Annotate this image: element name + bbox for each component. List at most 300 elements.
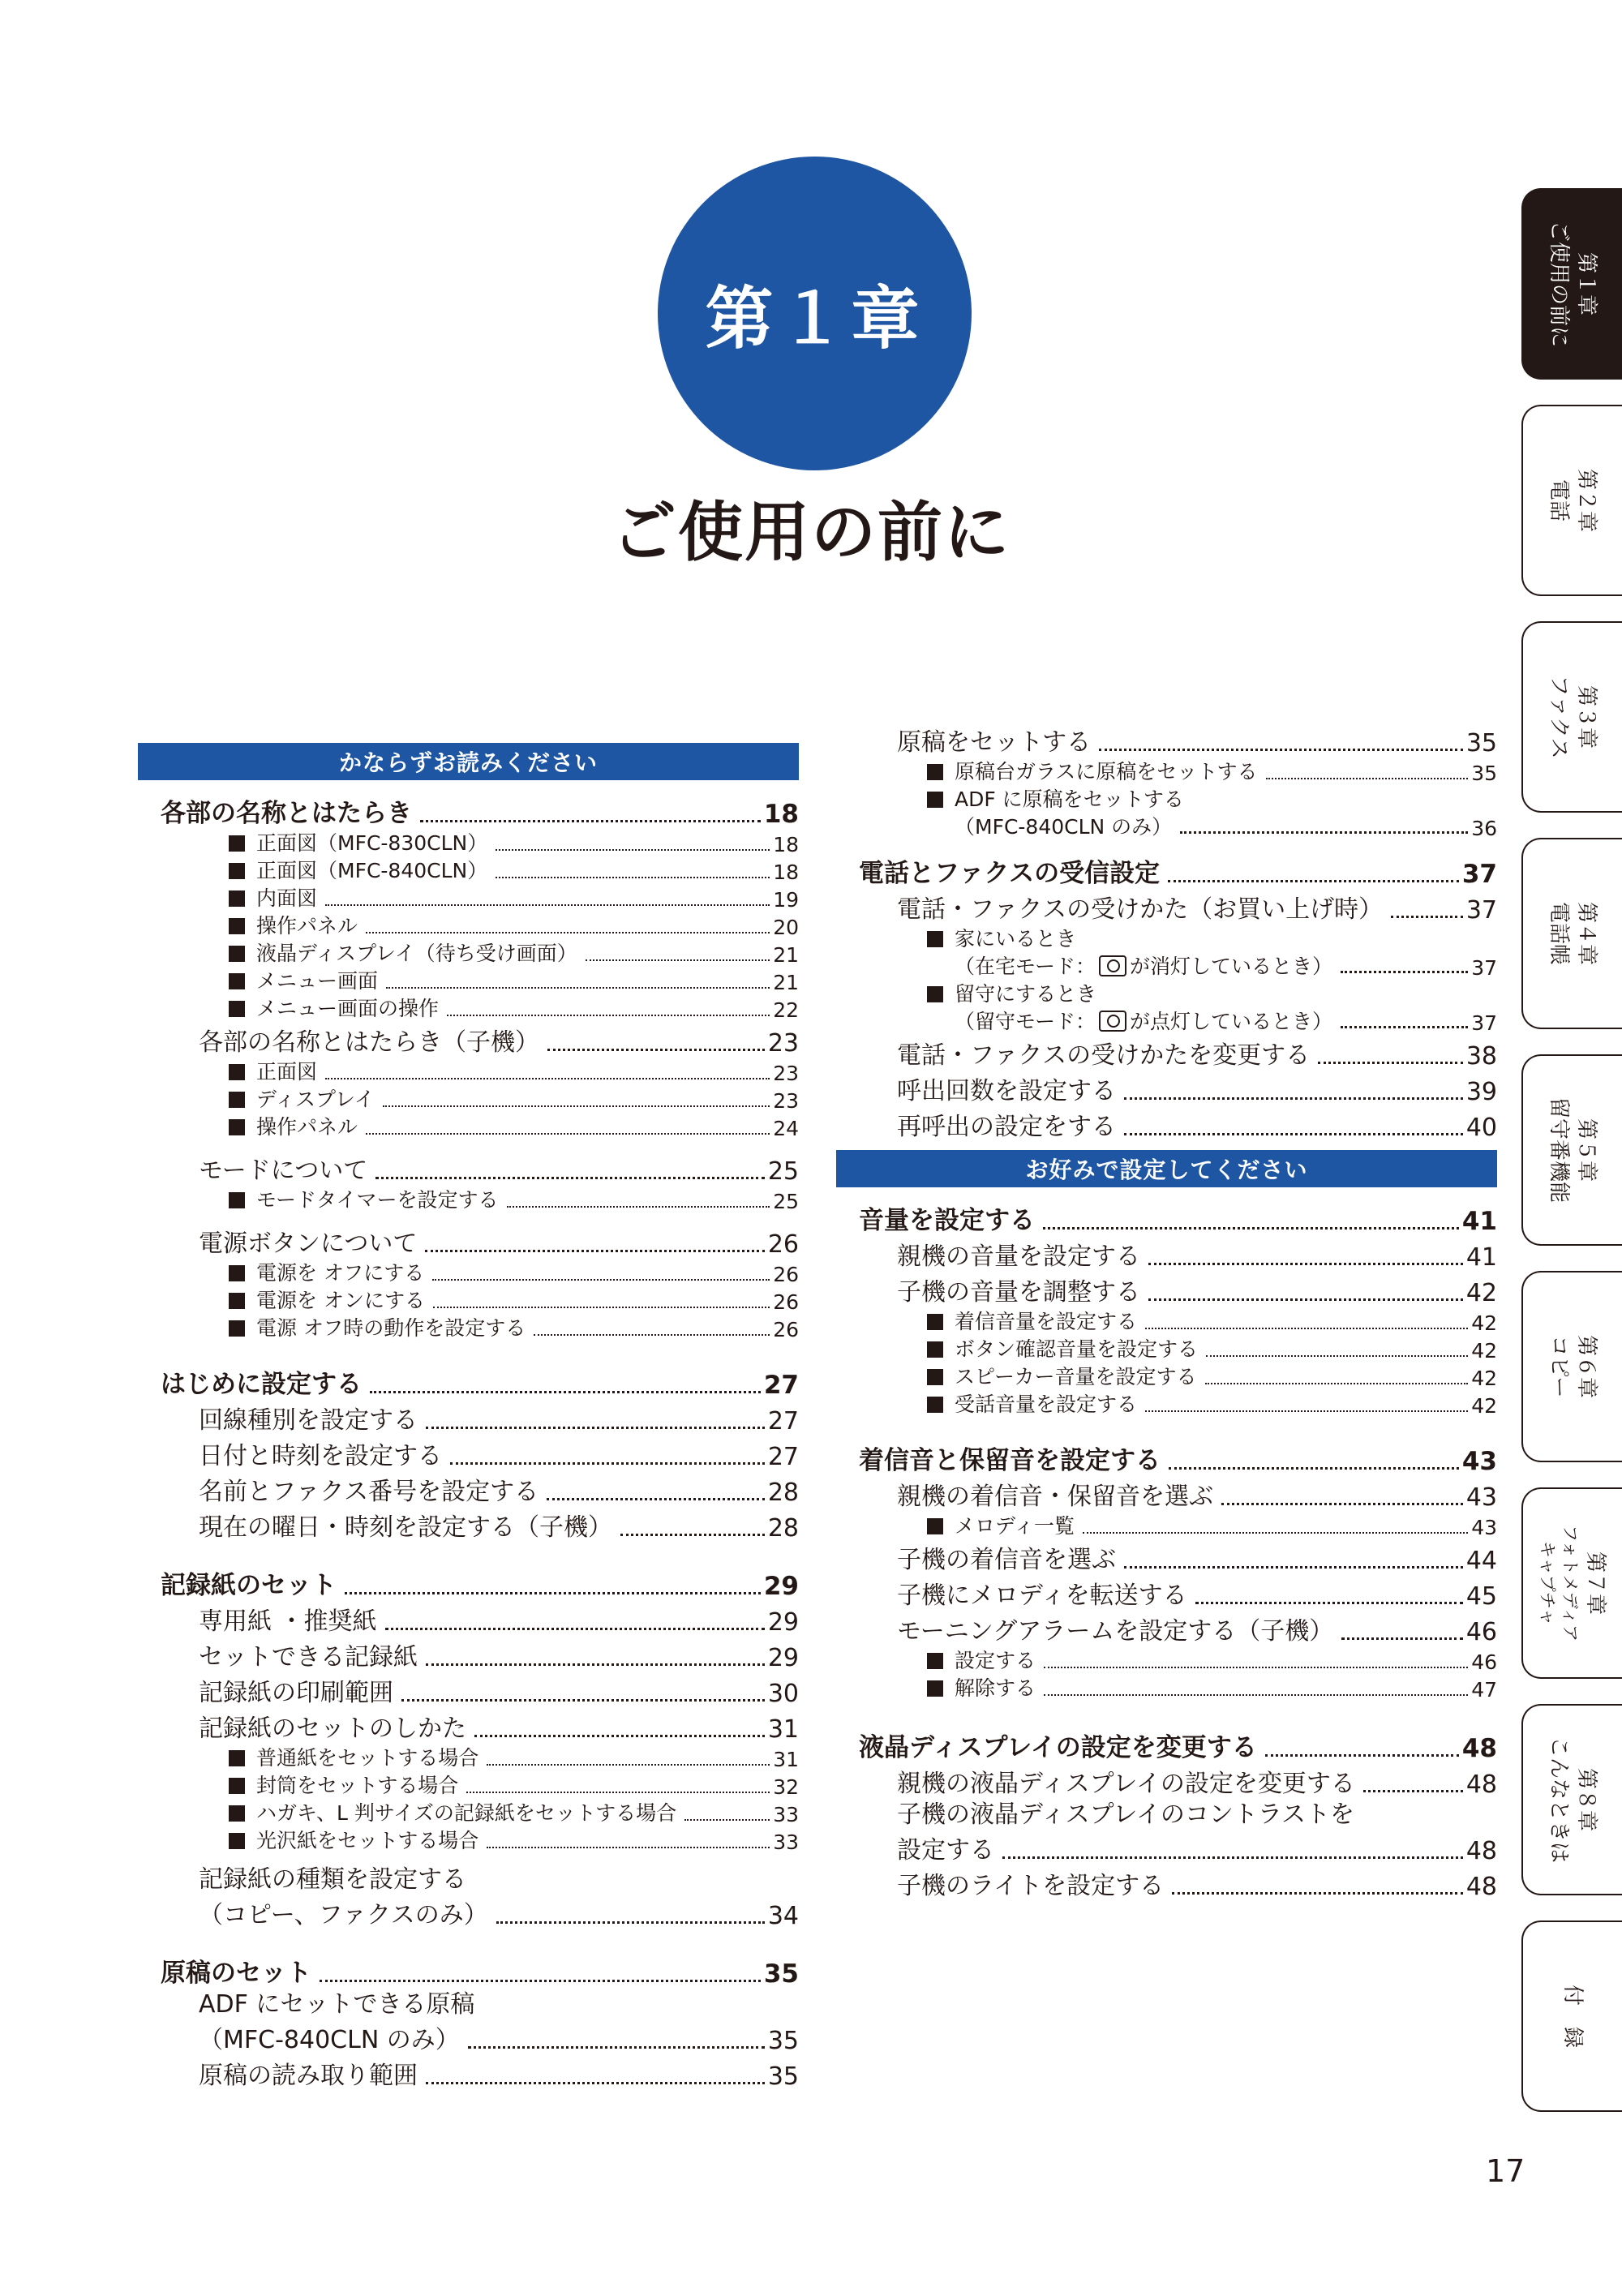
- leader-dots: [1148, 1263, 1463, 1265]
- toc-page-number: 37: [1461, 860, 1497, 889]
- leader-dots: [320, 1980, 761, 1982]
- chapter-tab-title: 留守番機能: [1547, 1097, 1571, 1204]
- toc-entry-label: [927, 783, 1184, 813]
- square-bullet-icon: [229, 1293, 245, 1309]
- toc-section-heading: [859, 1724, 1497, 1763]
- toc-page-number: 35: [1471, 762, 1497, 785]
- leader-dots: [370, 1391, 761, 1393]
- toc-entry-text: 封筒をセットする場合: [256, 1774, 459, 1797]
- toc-entry-label: [897, 722, 1091, 757]
- toc-entry-text: ADF にセットできる原稿: [199, 1990, 475, 2019]
- toc-right-list-bottom: [836, 1187, 1497, 1901]
- chapter-tab-number: 第５章: [1574, 1118, 1598, 1182]
- section-bar-must-read: かならずお読みください: [138, 743, 799, 780]
- toc-page-number: 27: [767, 1443, 799, 1471]
- toc-page-number: 44: [1465, 1547, 1497, 1575]
- square-bullet-icon: [229, 918, 245, 934]
- toc-entry-text: （留守モード：: [955, 1010, 1096, 1033]
- toc-entry-label: [199, 1471, 539, 1507]
- toc-entry-text: セットできる記録紙: [199, 1643, 418, 1672]
- toc-entry-text: 光沢紙をセットする場合: [256, 1829, 479, 1852]
- toc-subentry: [229, 1286, 799, 1314]
- toc-page-number: 29: [763, 1572, 799, 1601]
- toc-page-number: 31: [773, 1748, 799, 1771]
- toc-subentry: [229, 1085, 799, 1113]
- toc-entry-text: 現在の曜日・時刻を設定する（子機）: [199, 1513, 612, 1542]
- toc-entry: [897, 1071, 1497, 1106]
- leader-dots: [684, 1819, 770, 1821]
- chapter-tab-number: 第７章: [1583, 1551, 1607, 1615]
- toc-entry-text: 電源を オフにする: [256, 1261, 425, 1285]
- toc-page-number: 27: [763, 1371, 799, 1400]
- toc-entry-text: 液晶ディスプレイの設定を変更する: [859, 1733, 1257, 1762]
- toc-page-number: 42: [1465, 1279, 1497, 1307]
- toc-entry-text: モーニングアラームを設定する（子機）: [897, 1617, 1334, 1646]
- toc-entry-label: [229, 1184, 499, 1213]
- toc-entry: [897, 1539, 1497, 1575]
- toc-entry-label: [229, 1056, 317, 1085]
- leader-dots: [425, 1250, 764, 1252]
- leader-dots: [1043, 1227, 1459, 1230]
- toc-entry-text: メロディ一覧: [955, 1514, 1075, 1538]
- toc-subentry: [229, 967, 799, 994]
- toc-entry-text: 設定する: [955, 1649, 1036, 1672]
- leader-dots: [1083, 1532, 1468, 1534]
- toc-subentry-heading: [927, 785, 1497, 813]
- toc-entry-text: 内面図: [256, 886, 318, 910]
- toc-page-number: 29: [767, 1608, 799, 1637]
- toc-page-number: 26: [773, 1263, 799, 1286]
- square-bullet-icon: [229, 946, 245, 962]
- toc-page-number: 43: [1465, 1483, 1497, 1512]
- toc-entry-text: 親機の音量を設定する: [897, 1242, 1140, 1271]
- toc-subentry: [927, 1335, 1497, 1363]
- toc-section-heading: [859, 1437, 1497, 1476]
- toc-entry-text: 電話・ファクスの受けかた（お買い上げ時）: [897, 895, 1384, 924]
- toc-page-number: 18: [773, 860, 799, 884]
- spacer: [836, 1187, 1497, 1197]
- leader-dots: [468, 2046, 765, 2049]
- toc-entry-text: 着信音量を設定する: [955, 1310, 1138, 1333]
- leader-dots: [420, 820, 761, 822]
- toc-page-number: 22: [773, 998, 799, 1022]
- leader-dots: [432, 1279, 770, 1281]
- toc-entry-text: 普通紙をセットする場合: [256, 1746, 479, 1770]
- toc-entry-text: 親機の液晶ディスプレイの設定を変更する: [897, 1770, 1355, 1798]
- toc-subentry: [229, 1058, 799, 1085]
- toc-entry-text: 名前とファクス番号を設定する: [199, 1478, 539, 1506]
- leader-dots: [366, 932, 770, 933]
- toc-page-number: 45: [1465, 1582, 1497, 1611]
- toc-entry: [897, 1272, 1497, 1307]
- chapter-tab-7[interactable]: [1521, 1487, 1622, 1679]
- square-bullet-icon: [229, 891, 245, 907]
- square-bullet-icon: [927, 1653, 943, 1669]
- toc-entry-text: 原稿をセットする: [897, 728, 1092, 757]
- chapter-number: 第１章: [705, 279, 925, 358]
- toc-right-list-top: [836, 722, 1497, 1142]
- toc-subentry: [229, 829, 799, 856]
- toc-subentry: [927, 1390, 1497, 1418]
- leader-dots: [401, 1699, 765, 1702]
- toc-entry-text: 設定する: [897, 1836, 994, 1865]
- spacer: [138, 1213, 799, 1223]
- toc-entry-text: 液晶ディスプレイ（待ち受け画面）: [256, 942, 577, 965]
- chapter-tab-number: 第２章: [1574, 468, 1598, 533]
- toc-entry-text: 操作パネル: [256, 1115, 358, 1139]
- toc-page-number: 27: [767, 1407, 799, 1436]
- toc-subentry: [229, 884, 799, 912]
- leader-dots: [1266, 778, 1469, 779]
- toc-subentry: [229, 856, 799, 884]
- toc-entry-text: 記録紙のセット: [161, 1571, 337, 1600]
- toc-entry-label: [199, 1637, 418, 1672]
- toc-entry: [199, 1223, 799, 1259]
- leader-dots: [450, 1462, 765, 1465]
- leader-dots: [547, 1049, 765, 1051]
- toc-entry-text: 正面図（MFC-840CLN）: [256, 859, 488, 882]
- square-bullet-icon: [927, 1314, 943, 1330]
- chapter-badge: [658, 157, 972, 470]
- toc-entry-label: [859, 1727, 1257, 1763]
- leader-dots: [1148, 1298, 1463, 1301]
- toc-entry-text: （MFC-840CLN のみ）: [199, 2026, 460, 2054]
- toc-entry-text: 正面図（MFC-830CLN）: [256, 831, 488, 855]
- square-bullet-icon: [229, 1778, 245, 1794]
- toc-entry: [897, 1830, 1497, 1865]
- toc-subentry: [229, 1113, 799, 1140]
- leader-dots: [547, 1498, 765, 1500]
- chapter-tab-label: [1545, 902, 1600, 965]
- toc-subentry-continued: [955, 952, 1497, 980]
- chapter-tab-title: フォトメディア: [1560, 1524, 1580, 1642]
- chapter-tab-8[interactable]: [1521, 1704, 1622, 1895]
- spacer: [836, 1702, 1497, 1724]
- leader-dots: [1341, 1637, 1463, 1640]
- toc-entry-label: [161, 1363, 362, 1400]
- toc-page-number: 40: [1465, 1114, 1497, 1142]
- toc-entry-text: 電源を オンにする: [256, 1289, 425, 1312]
- toc-entry-label: [229, 1770, 458, 1799]
- toc-entry: [199, 1471, 799, 1507]
- toc-entry-label: [927, 756, 1258, 785]
- toc-entry-text: 呼出回数を設定する: [897, 1077, 1116, 1105]
- chapter-tab-9[interactable]: [1521, 1920, 1622, 2112]
- chapter-tab-title: 電話: [1547, 479, 1571, 522]
- toc-entry-label: [927, 1333, 1198, 1363]
- toc-page-number: 19: [773, 888, 799, 912]
- toc-page-number: 24: [773, 1117, 799, 1140]
- square-bullet-icon: [927, 1341, 943, 1358]
- toc-entry-text: 原稿台ガラスに原稿をセットする: [955, 760, 1258, 783]
- toc-entry-label: [927, 1510, 1075, 1539]
- toc-entry: [199, 1637, 799, 1672]
- square-bullet-icon: [927, 792, 943, 808]
- square-bullet-icon: [927, 1518, 943, 1534]
- chapter-tab-title: ご使用の前に: [1547, 220, 1571, 348]
- toc-subentry: [229, 912, 799, 939]
- toc-entry: [199, 1436, 799, 1471]
- leader-dots: [375, 1177, 765, 1179]
- square-bullet-icon: [229, 1064, 245, 1080]
- leader-dots: [345, 1592, 761, 1594]
- leader-dots: [386, 987, 770, 989]
- toc-page-number: 41: [1465, 1243, 1497, 1272]
- square-bullet-icon: [927, 986, 943, 1002]
- toc-entry-text: モードについて: [199, 1157, 368, 1185]
- toc-section-heading: [859, 1197, 1497, 1236]
- toc-entry-text-tail: が消灯しているとき）: [1130, 955, 1333, 978]
- toc-left-column: [138, 743, 799, 2091]
- square-bullet-icon: [927, 1680, 943, 1697]
- toc-page-number: 32: [773, 1775, 799, 1799]
- chapter-tab-title-line2: キャプチャ: [1538, 1540, 1557, 1626]
- toc-page-number: 28: [767, 1514, 799, 1543]
- leader-dots: [426, 1663, 765, 1666]
- toc-entry-text: 原稿の読み取り範囲: [199, 2062, 418, 2090]
- toc-entry-label: [229, 1111, 358, 1140]
- toc-entry: [199, 2055, 799, 2091]
- square-bullet-icon: [229, 1192, 245, 1208]
- leader-dots: [586, 959, 770, 961]
- chapter-tab-title: こんなときは: [1547, 1736, 1571, 1864]
- chapter-tab-5[interactable]: [1521, 1054, 1622, 1246]
- toc-entry: [199, 1507, 799, 1543]
- toc-entry-label: [161, 792, 412, 829]
- toc-entry: [199, 1672, 799, 1708]
- toc-entry-text: 回線種別を設定する: [199, 1406, 418, 1435]
- toc-entry-text: 記録紙のセットのしかた: [199, 1714, 466, 1743]
- leader-dots: [1099, 749, 1463, 751]
- chapter-tab-label: [1545, 469, 1600, 532]
- leader-dots: [620, 1534, 765, 1536]
- toc-subentry-continued: [955, 813, 1497, 840]
- toc-page-number: 37: [1471, 1011, 1497, 1035]
- leader-dots: [474, 1735, 765, 1737]
- toc-entry-label: [955, 1006, 1332, 1035]
- toc-subentry: [229, 1799, 799, 1826]
- toc-page-number: 37: [1471, 956, 1497, 980]
- toc-page-number: 26: [767, 1230, 799, 1259]
- chapter-title: ご使用の前に: [611, 495, 1011, 570]
- toc-page-number: 23: [773, 1089, 799, 1113]
- toc-entry-label: [229, 882, 317, 912]
- toc-page-number: 39: [1465, 1078, 1497, 1106]
- toc-page-number: 31: [767, 1715, 799, 1744]
- square-bullet-icon: [927, 764, 943, 780]
- toc-entry: [897, 1865, 1497, 1901]
- spacer: [138, 1543, 799, 1562]
- leader-dots: [1172, 1892, 1463, 1895]
- leader-dots: [1265, 1754, 1459, 1757]
- chapter-tab-1[interactable]: [1521, 188, 1622, 380]
- leader-dots: [426, 2082, 765, 2084]
- toc-page-number: 42: [1471, 1311, 1497, 1335]
- toc-entry-label: [897, 1476, 1213, 1512]
- leader-dots: [1195, 1602, 1463, 1604]
- chapter-tab-label: [1545, 1335, 1600, 1398]
- toc-entry-label: [897, 1035, 1310, 1071]
- chapter-tab-4[interactable]: [1521, 838, 1622, 1029]
- square-bullet-icon: [927, 1369, 943, 1385]
- toc-entry-text: 電源 オフ時の動作を設定する: [256, 1316, 526, 1340]
- toc-entry-text: 着信音と保留音を設定する: [859, 1446, 1161, 1475]
- chapter-tab-label: [1536, 1525, 1609, 1642]
- chapter-tab-2[interactable]: [1521, 405, 1622, 596]
- square-bullet-icon: [229, 1833, 245, 1849]
- toc-entry-text: 子機のライトを設定する: [897, 1872, 1165, 1900]
- toc-entry: [897, 889, 1497, 925]
- toc-section-heading: [161, 1562, 799, 1601]
- spacer: [138, 1930, 799, 1950]
- leader-dots: [1124, 1133, 1463, 1135]
- chapter-tab-number: 第３章: [1574, 685, 1598, 749]
- toc-entry-label: [199, 1436, 442, 1471]
- toc-page-number: 23: [767, 1029, 799, 1058]
- chapter-tab-title: コピー: [1547, 1335, 1571, 1398]
- toc-entry: [199, 1708, 799, 1744]
- toc-entry-text: 記録紙の種類を設定する: [199, 1865, 466, 1894]
- toc-page-number: 20: [773, 916, 799, 939]
- toc-page-number: 34: [767, 1902, 799, 1930]
- leader-dots: [496, 877, 770, 878]
- toc-entry-label: [229, 910, 358, 939]
- toc-entry-text: 子機の液晶ディスプレイのコントラストを: [897, 1800, 1354, 1829]
- toc-entry-label: [199, 1601, 377, 1637]
- toc-subentry-heading: [927, 980, 1497, 1007]
- toc-entry: [897, 1236, 1497, 1272]
- toc-entry-label: [897, 1830, 994, 1865]
- chapter-tab-6[interactable]: [1521, 1271, 1622, 1462]
- chapter-tab-label: [1545, 221, 1600, 347]
- toc-page-number: 36: [1471, 817, 1497, 840]
- square-bullet-icon: [229, 973, 245, 989]
- toc-entry-text: メニュー画面の操作: [256, 997, 440, 1020]
- toc-entry-label: [927, 1361, 1197, 1390]
- toc-entry-label: [229, 1285, 425, 1314]
- toc-entry-text: 音量を設定する: [859, 1206, 1035, 1235]
- toc-entry-text: （コピー、ファクスのみ）: [199, 1901, 488, 1929]
- chapter-tab-number: 第４章: [1574, 901, 1598, 966]
- spacer: [138, 1341, 799, 1361]
- toc-entry-label: [229, 993, 439, 1022]
- chapter-tab-number: 第１章: [1574, 251, 1598, 316]
- toc-entry-text: （在宅モード：: [955, 955, 1096, 978]
- toc-section-heading: [161, 790, 799, 829]
- leader-dots: [1363, 1790, 1463, 1792]
- toc-entry-text: ADF に原稿をセットする: [955, 788, 1184, 811]
- square-bullet-icon: [229, 1320, 245, 1337]
- toc-entry-label: [229, 855, 487, 884]
- leader-dots: [325, 1078, 770, 1079]
- toc-entry-label: [199, 1400, 418, 1436]
- toc-subentry: [229, 1314, 799, 1341]
- toc-entry-text: 原稿のセット: [161, 1959, 311, 1988]
- leader-dots: [1205, 1383, 1469, 1384]
- toc-entry: [199, 1895, 799, 1930]
- toc-entry-text: 解除する: [955, 1676, 1036, 1700]
- toc-page-number: 21: [773, 943, 799, 967]
- leader-dots: [1145, 1328, 1468, 1329]
- toc-subentry-continued: [955, 1007, 1497, 1035]
- chapter-tab-number: 付 録: [1560, 1984, 1585, 2049]
- toc-entry-text: 電話・ファクスの受けかたを変更する: [897, 1041, 1311, 1070]
- toc-page-number: 48: [1461, 1734, 1497, 1763]
- toc-entry-text: ディスプレイ: [256, 1088, 375, 1111]
- toc-page-number: 33: [773, 1803, 799, 1826]
- square-bullet-icon: [927, 931, 943, 947]
- toc-page-number: 23: [773, 1062, 799, 1085]
- toc-page-number: 37: [1465, 896, 1497, 925]
- toc-left-list: [138, 790, 799, 2091]
- toc-entry-text: ハガキ、L 判サイズの記録紙をセットする場合: [256, 1801, 677, 1825]
- toc-page-number: 29: [767, 1644, 799, 1672]
- toc-entry-label: [229, 1825, 478, 1854]
- toc-page-number: 21: [773, 971, 799, 994]
- toc-entry-label: [199, 2019, 460, 2055]
- toc-entry-label: [897, 1236, 1140, 1272]
- toc-page-number: 48: [1465, 1770, 1497, 1799]
- leader-dots: [1124, 1566, 1463, 1569]
- leader-dots: [1391, 916, 1463, 918]
- toc-entry-text: 電源ボタンについて: [199, 1230, 418, 1258]
- leader-dots: [1044, 1694, 1468, 1696]
- toc-entry-label: [927, 1388, 1137, 1418]
- toc-entry-label: [897, 1865, 1164, 1901]
- toc-section-heading: [161, 1361, 799, 1400]
- leader-dots: [1318, 1062, 1463, 1064]
- toc-entry-label: [927, 1645, 1036, 1674]
- leader-dots: [1180, 831, 1468, 834]
- toc-subentry: [927, 1674, 1497, 1702]
- chapter-tab-title: ファクス: [1547, 675, 1571, 759]
- toc-page-number: 42: [1471, 1394, 1497, 1418]
- toc-page-number: 35: [763, 1959, 799, 1989]
- toc-entry-label: [859, 1440, 1161, 1476]
- toc-page-number: 26: [773, 1290, 799, 1314]
- toc-subentry: [229, 1186, 799, 1213]
- toc-entry-label: [199, 1708, 466, 1744]
- square-bullet-icon: [927, 1397, 943, 1413]
- chapter-tab-3[interactable]: [1521, 621, 1622, 813]
- square-bullet-icon: [229, 1092, 245, 1108]
- toc-entry: [199, 1150, 799, 1186]
- toc-section-heading: [859, 850, 1497, 889]
- toc-subentry: [927, 1363, 1497, 1390]
- toc-page-number: 48: [1465, 1837, 1497, 1865]
- leader-dots: [507, 1206, 770, 1208]
- chapter-tab-label: [1559, 1985, 1586, 2048]
- leader-dots: [426, 1427, 765, 1429]
- toc-entry-text: 日付と時刻を設定する: [199, 1442, 442, 1470]
- toc-page-number: 42: [1471, 1367, 1497, 1390]
- leader-dots: [1206, 1355, 1468, 1357]
- leader-dots: [534, 1334, 770, 1336]
- toc-entry-text: 各部の名称とはたらき: [161, 799, 412, 828]
- toc-entry-label: [199, 1507, 612, 1543]
- toc-entry-text: メニュー画面: [256, 969, 379, 993]
- toc-entry-label: [199, 1150, 367, 1186]
- chapter-tab-number: 第８章: [1574, 1767, 1598, 1832]
- square-bullet-icon: [229, 1265, 245, 1281]
- toc-page-number: 18: [773, 833, 799, 856]
- leader-dots: [1221, 1503, 1463, 1505]
- toc-entry: [897, 1476, 1497, 1512]
- toc-entry-text: 正面図: [256, 1060, 318, 1084]
- toc-page-number: 35: [767, 2062, 799, 2091]
- toc-entry: [897, 1035, 1497, 1071]
- toc-entry-text: 専用紙 ・推奨紙: [199, 1607, 377, 1636]
